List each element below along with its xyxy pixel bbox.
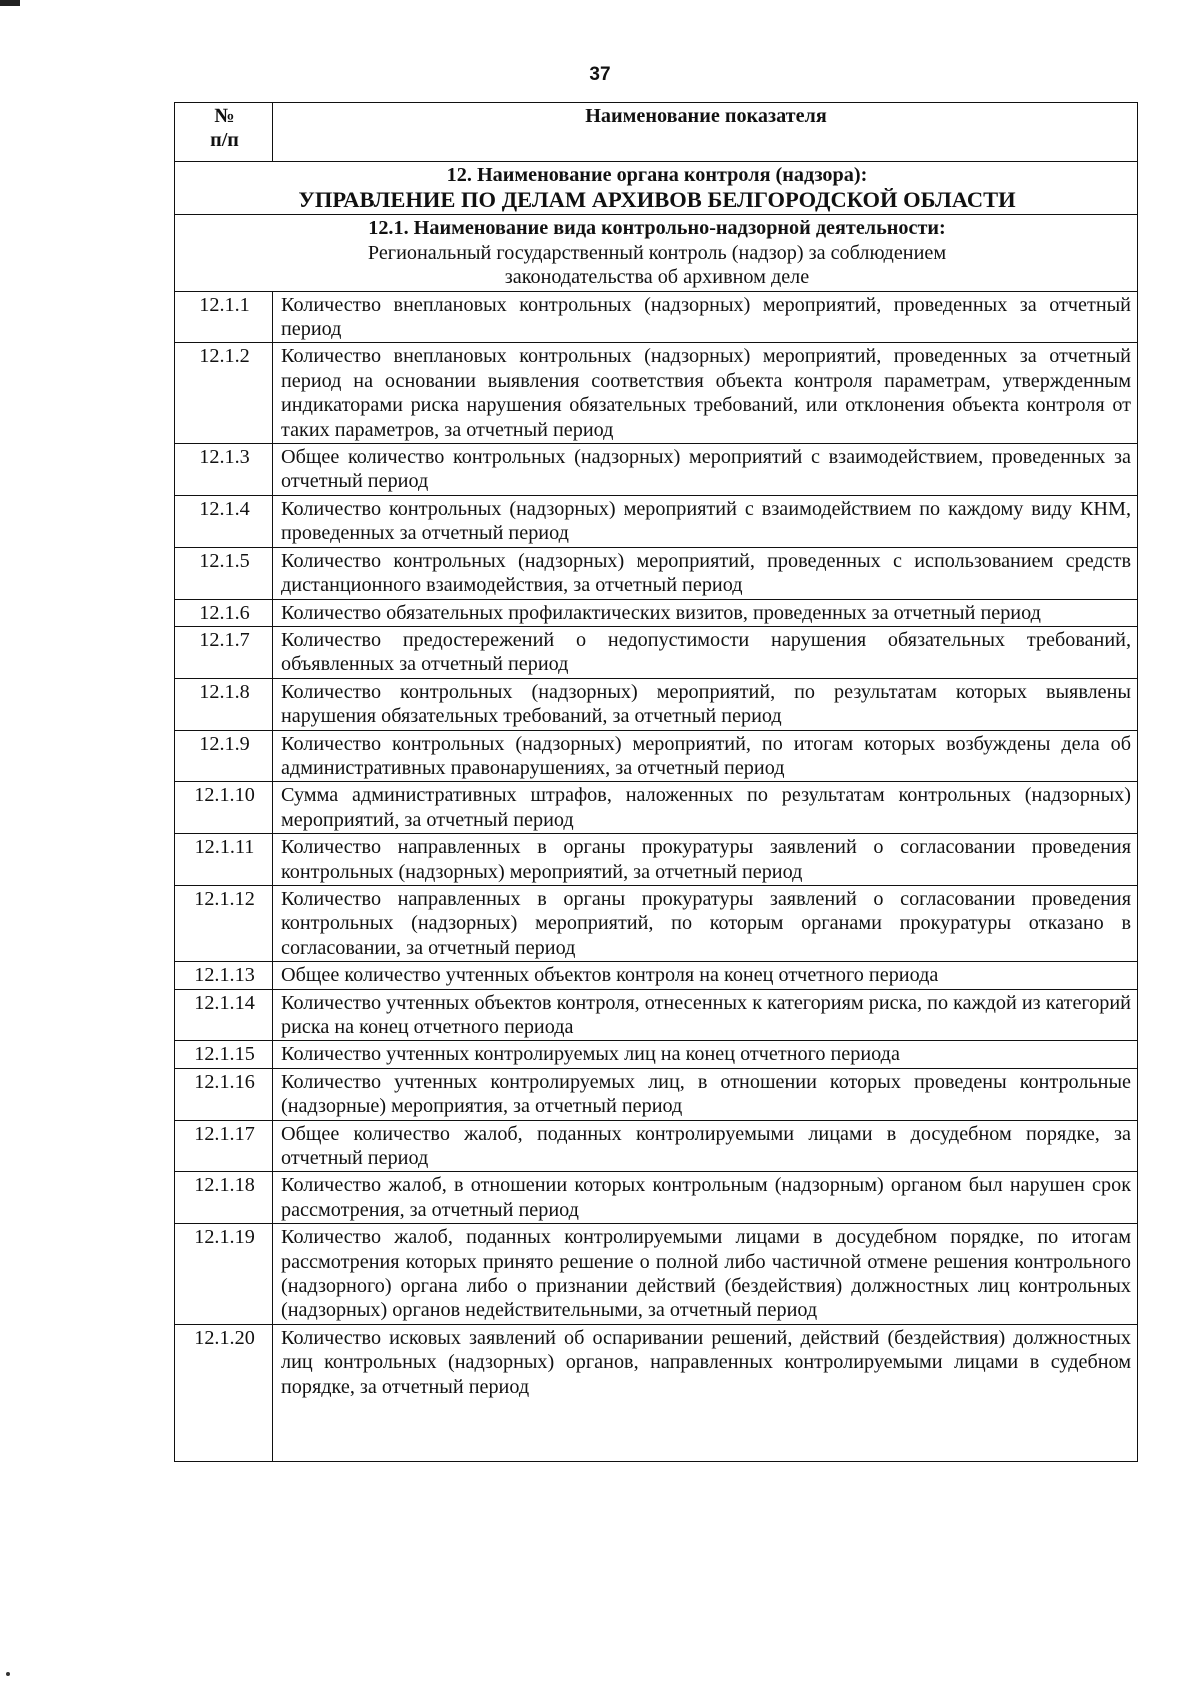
section-row (175, 162, 1138, 215)
row-number: 12.1.3 (175, 444, 273, 496)
subsection-desc-line1: Региональный государственный контроль (надзор) за соблюдением (367, 241, 947, 264)
row-indicator-name: Количество контрольных (надзорных) мероприятий с взаимодействием по каждому виду КНМ, проведенных за отчетный период (273, 495, 1138, 547)
row-number: 12.1.5 (175, 547, 273, 599)
section-title: 12. Наименование органа контроля (надзора): (446, 164, 868, 186)
row-number: 12.1.9 (175, 730, 273, 782)
row-indicator-name: Количество обязательных профилактических визитов, проведенных за отчетный период (273, 599, 1138, 626)
page-number: 37 (589, 64, 611, 85)
row-number: 12.1.15 (175, 1041, 273, 1068)
subsection-desc-line2: законодательства об архивном деле (504, 266, 810, 289)
table-row (175, 626, 1138, 678)
table-row (175, 1324, 1138, 1461)
scan-speck (6, 1672, 10, 1676)
row-number: 12.1.4 (175, 495, 273, 547)
row-indicator-name: Количество учтенных контролируемых лиц на конец отчетного периода (273, 1041, 1138, 1068)
row-indicator-name: Количество контрольных (надзорных) мероприятий, по итогам которых возбуждены дела об административных правонарушениях, за отчетный период (273, 730, 1138, 782)
row-indicator-name: Количество исковых заявлений об оспаривании решений, действий (бездействия) должностных лиц контрольных (надзорных) органов, направленных контролируемыми лицами в судебном порядке, за отчетный период (273, 1324, 1138, 1461)
table-row (175, 343, 1138, 444)
row-number: 12.1.13 (175, 962, 273, 989)
table-row (175, 1172, 1138, 1224)
table-row (175, 1041, 1138, 1068)
row-indicator-name: Количество контрольных (надзорных) мероприятий, проведенных с использованием средств дистанционного взаимодействия, за отчетный период (273, 547, 1138, 599)
table-row (175, 989, 1138, 1041)
row-indicator-name: Количество жалоб, поданных контролируемыми лицами в досудебном порядке, по итогам рассмотрения которых принято решение о полной либо частичной отмене решения контрольного (надзорного) органа либо о признании действий (бездействия) должностных лиц контрольных (надзорных) органов недействительными, за отчетный период (273, 1224, 1138, 1325)
table-row (175, 834, 1138, 886)
row-indicator-name: Количество учтенных контролируемых лиц, в отношении которых проведены контрольные (надзорные) мероприятия, за отчетный период (273, 1068, 1138, 1120)
row-number: 12.1.8 (175, 678, 273, 730)
row-indicator-name: Количество направленных в органы прокуратуры заявлений о согласовании проведения контрольных (надзорных) мероприятий, по которым органами прокуратуры отказано в согласовании, за отчетный период (273, 885, 1138, 961)
row-number: 12.1.19 (175, 1224, 273, 1325)
row-number: 12.1.7 (175, 626, 273, 678)
header-number-cell (175, 103, 273, 162)
section-cell (175, 162, 1138, 215)
subsection-cell (175, 215, 1138, 291)
table-row (175, 962, 1138, 989)
row-number: 12.1.18 (175, 1172, 273, 1224)
row-indicator-name: Количество жалоб, в отношении которых контрольным (надзорным) органом был нарушен срок рассмотрения, за отчетный период (273, 1172, 1138, 1224)
subsection-row (175, 215, 1138, 291)
table-row (175, 495, 1138, 547)
table-row (175, 1068, 1138, 1120)
row-indicator-name: Общее количество контрольных (надзорных) мероприятий с взаимодействием, проведенных за отчетный период (273, 444, 1138, 496)
row-number: 12.1.2 (175, 343, 273, 444)
row-indicator-name: Количество внеплановых контрольных (надзорных) мероприятий, проведенных за отчетный период (273, 291, 1138, 343)
row-indicator-name: Количество контрольных (надзорных) мероприятий, по результатам которых выявлены нарушения обязательных требований, за отчетный период (273, 678, 1138, 730)
scan-corner-mark (0, 0, 20, 6)
row-indicator-name: Сумма административных штрафов, наложенных по результатам контрольных (надзорных) мероприятий, за отчетный период (273, 782, 1138, 834)
row-indicator-name: Количество направленных в органы прокуратуры заявлений о согласовании проведения контрольных (надзорных) мероприятий, за отчетный период (273, 834, 1138, 886)
table-row (175, 444, 1138, 496)
table-row (175, 599, 1138, 626)
row-number: 12.1.20 (175, 1324, 273, 1461)
header-number-abbr: п/п (210, 129, 239, 152)
row-number: 12.1.17 (175, 1120, 273, 1172)
section-authority: УПРАВЛЕНИЕ ПО ДЕЛАМ АРХИВОВ БЕЛГОРОДСКОЙ ОБЛАСТИ (298, 187, 1016, 213)
header-number-symbol: № (214, 105, 235, 127)
row-number: 12.1.6 (175, 599, 273, 626)
row-number: 12.1.14 (175, 989, 273, 1041)
table-row (175, 885, 1138, 961)
row-number: 12.1.11 (175, 834, 273, 886)
table-row (175, 1120, 1138, 1172)
table-row (175, 730, 1138, 782)
row-indicator-name: Общее количество жалоб, поданных контролируемыми лицами в досудебном порядке, за отчетный период (273, 1120, 1138, 1172)
row-indicator-name: Общее количество учтенных объектов контроля на конец отчетного периода (273, 962, 1138, 989)
table-row (175, 782, 1138, 834)
row-indicator-name: Количество внеплановых контрольных (надзорных) мероприятий, проведенных за отчетный период на основании выявления соответствия объекта контроля параметрам, утвержденным индикаторами риска нарушения обязательных требований, или отклонения объекта контроля от таких параметров, за отчетный период (273, 343, 1138, 444)
row-indicator-name: Количество предостережений о недопустимости нарушения обязательных требований, объявленных за отчетный период (273, 626, 1138, 678)
table-row (175, 291, 1138, 343)
table-row (175, 678, 1138, 730)
row-number: 12.1.16 (175, 1068, 273, 1120)
row-number: 12.1.1 (175, 291, 273, 343)
indicators-table (174, 102, 1138, 1462)
table-header-row (175, 103, 1138, 162)
row-number: 12.1.12 (175, 885, 273, 961)
row-number: 12.1.10 (175, 782, 273, 834)
row-indicator-name: Количество учтенных объектов контроля, отнесенных к категориям риска, по каждой из категорий риска на конец отчетного периода (273, 989, 1138, 1041)
header-name-cell: Наименование показателя (273, 103, 1138, 162)
subsection-title: 12.1. Наименование вида контрольно-надзорной деятельности: (368, 217, 946, 240)
table-row (175, 547, 1138, 599)
table-row (175, 1224, 1138, 1325)
